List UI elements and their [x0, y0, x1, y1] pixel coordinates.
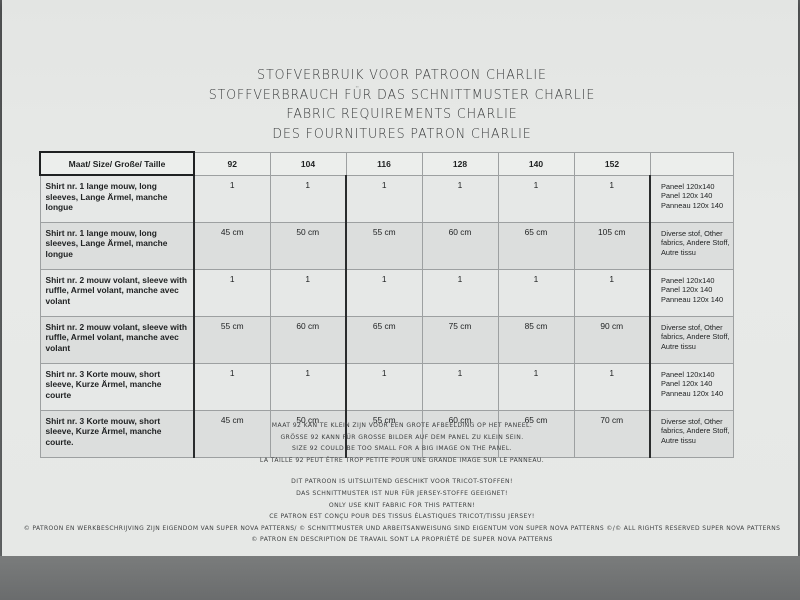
fabric-notice-french: CE PATRON EST CONÇU POUR DES TISSUS ÉLASTIQUES TRICOT/TISSU JERSEY! — [269, 513, 535, 521]
cell-value: 1 — [574, 175, 650, 222]
size-col-140: 140 — [498, 152, 574, 175]
title-english: FABRIC REQUIREMENTS CHARLIE — [286, 106, 518, 122]
cell-value: 45 cm — [194, 410, 270, 457]
cell-value: 65 cm — [498, 410, 574, 457]
row-description: Shirt nr. 3 Korte mouw, short sleeve, Kurze Ärmel, manche courte. — [40, 410, 194, 457]
cell-value: 55 cm — [346, 410, 422, 457]
cell-value: 90 cm — [574, 316, 650, 363]
size-col-104: 104 — [270, 152, 346, 175]
size-col-116: 116 — [346, 152, 422, 175]
fabric-notice-english: ONLY USE KNIT FABRIC FOR THIS PATTERN! — [328, 501, 476, 509]
cell-value: 1 — [422, 363, 498, 410]
cell-value: 1 — [194, 363, 270, 410]
row-note: Diverse stof, Other fabrics, Andere Stoff, Autre tissu — [650, 410, 733, 457]
cell-value: 1 — [270, 269, 346, 316]
cell-value: 1 — [422, 269, 498, 316]
cell-value: 85 cm — [498, 316, 574, 363]
row-note: Paneel 120x140 Panel 120x 140 Panneau 120x 140 — [650, 269, 733, 316]
size-warning-german: GRÖSSE 92 KANN FÜR GROSSE BILDER AUF DEM PANEL ZU KLEIN SEIN. — [280, 433, 524, 441]
cell-value: 50 cm — [270, 410, 346, 457]
row-description: Shirt nr. 3 Korte mouw, short sleeve, Kurze Ärmel, manche courte — [40, 363, 194, 410]
cell-value: 1 — [194, 269, 270, 316]
size-warning-english: SIZE 92 COULD BE TOO SMALL FOR A BIG IMAGE ON THE PANEL. — [292, 445, 512, 453]
title-french: DES FOURNITURES PATRON CHARLIE — [272, 125, 532, 142]
size-col-128: 128 — [422, 152, 498, 175]
row-description: Shirt nr. 2 mouw volant, sleeve with ruffle, Armel volant, manche avec volant — [40, 269, 194, 316]
row-note: Paneel 120x140 Panel 120x 140 Panneau 120x 140 — [650, 175, 733, 222]
cell-value: 70 cm — [574, 410, 650, 457]
copyright-line-french: © PATRON EN DESCRIPTION DE TRAVAIL SONT LA PROPRIÉTÉ DE SUPER NOVA PATTERNS — [251, 536, 553, 544]
table-header-row — [40, 152, 733, 175]
cell-value: 1 — [346, 363, 422, 410]
cell-value: 45 cm — [194, 222, 270, 269]
cell-value: 1 — [498, 269, 574, 316]
size-warning-french: LA TAILLE 92 PEUT ÊTRE TROP PETITE POUR UNE GRANDE IMAGE SUR LE PANNEAU. — [259, 456, 545, 464]
copyright-line: © PATROON EN WERKBESCHRIJVING ZIJN EIGENDOM VAN SUPER NOVA PATTERNS/ © SCHNITTMUSTER UND ARBEITSANWEISUNG SIND EIGENTUM VON SUPER NOVA PATTERNS ©/© ALL RIGHTS RESERVED SUPER NOVA PATTERNS — [23, 524, 781, 532]
cell-value: 55 cm — [346, 222, 422, 269]
cell-value: 1 — [498, 363, 574, 410]
cell-value: 1 — [346, 269, 422, 316]
table-row — [40, 363, 733, 410]
row-description: Shirt nr. 2 mouw volant, sleeve with ruffle, Armel volant, manche avec volant — [40, 316, 194, 363]
cell-value: 1 — [346, 175, 422, 222]
cell-value: 1 — [574, 269, 650, 316]
cell-value: 1 — [270, 363, 346, 410]
cell-value: 1 — [498, 175, 574, 222]
size-header: Maat/ Size/ Große/ Taille — [40, 152, 194, 175]
row-note: Diverse stof, Other fabrics, Andere Stoff, Autre tissu — [650, 222, 733, 269]
table-row — [40, 175, 733, 222]
cell-value: 55 cm — [194, 316, 270, 363]
cell-value: 60 cm — [422, 410, 498, 457]
size-col-92: 92 — [194, 152, 270, 175]
table-row — [40, 222, 733, 269]
cell-value: 50 cm — [270, 222, 346, 269]
fabric-notice-dutch: DIT PATROON IS UITSLUITEND GESCHIKT VOOR TRICOT-STOFFEN! — [291, 478, 513, 486]
cell-value: 1 — [574, 363, 650, 410]
fabric-notice-german: DAS SCHNITTMUSTER IST NUR FÜR JERSEY-STOFFE GEEIGNET! — [296, 489, 508, 497]
footnote-spacer — [2, 466, 800, 476]
cell-value: 60 cm — [270, 316, 346, 363]
cell-value: 1 — [194, 175, 270, 222]
row-note: Diverse stof, Other fabrics, Andere Stoff, Autre tissu — [650, 316, 733, 363]
notes-header — [650, 152, 733, 175]
size-warning-dutch: MAAT 92 KAN TE KLEIN ZIJN VOOR EEN GROTE AFBEELDING OP HET PANEEL. — [271, 422, 533, 429]
cell-value: 105 cm — [574, 222, 650, 269]
row-description: Shirt nr. 1 lange mouw, long sleeves, Lange Ärmel, manche longue — [40, 222, 194, 269]
row-description: Shirt nr. 1 lange mouw, long sleeves, Lange Ärmel, manche longue — [40, 175, 194, 222]
title-block — [2, 66, 800, 144]
cell-value: 65 cm — [498, 222, 574, 269]
cell-value: 75 cm — [422, 316, 498, 363]
footnotes — [2, 420, 800, 546]
pattern-sheet — [2, 0, 798, 556]
fabric-requirements-table — [39, 151, 734, 458]
background-surface — [0, 556, 800, 600]
cell-value: 60 cm — [422, 222, 498, 269]
row-note: Paneel 120x140 Panel 120x 140 Panneau 120x 140 — [650, 363, 733, 410]
cell-value: 1 — [270, 175, 346, 222]
title-german: STOFFVERBRAUCH FÜR DAS SCHNITTMUSTER CHARLIE — [208, 86, 596, 103]
table-row — [40, 316, 733, 363]
size-col-152: 152 — [574, 152, 650, 175]
cell-value: 65 cm — [346, 316, 422, 363]
title-dutch: STOFVERBRUIK VOOR PATROON CHARLIE — [257, 67, 547, 83]
table-row — [40, 269, 733, 316]
cell-value: 1 — [422, 175, 498, 222]
